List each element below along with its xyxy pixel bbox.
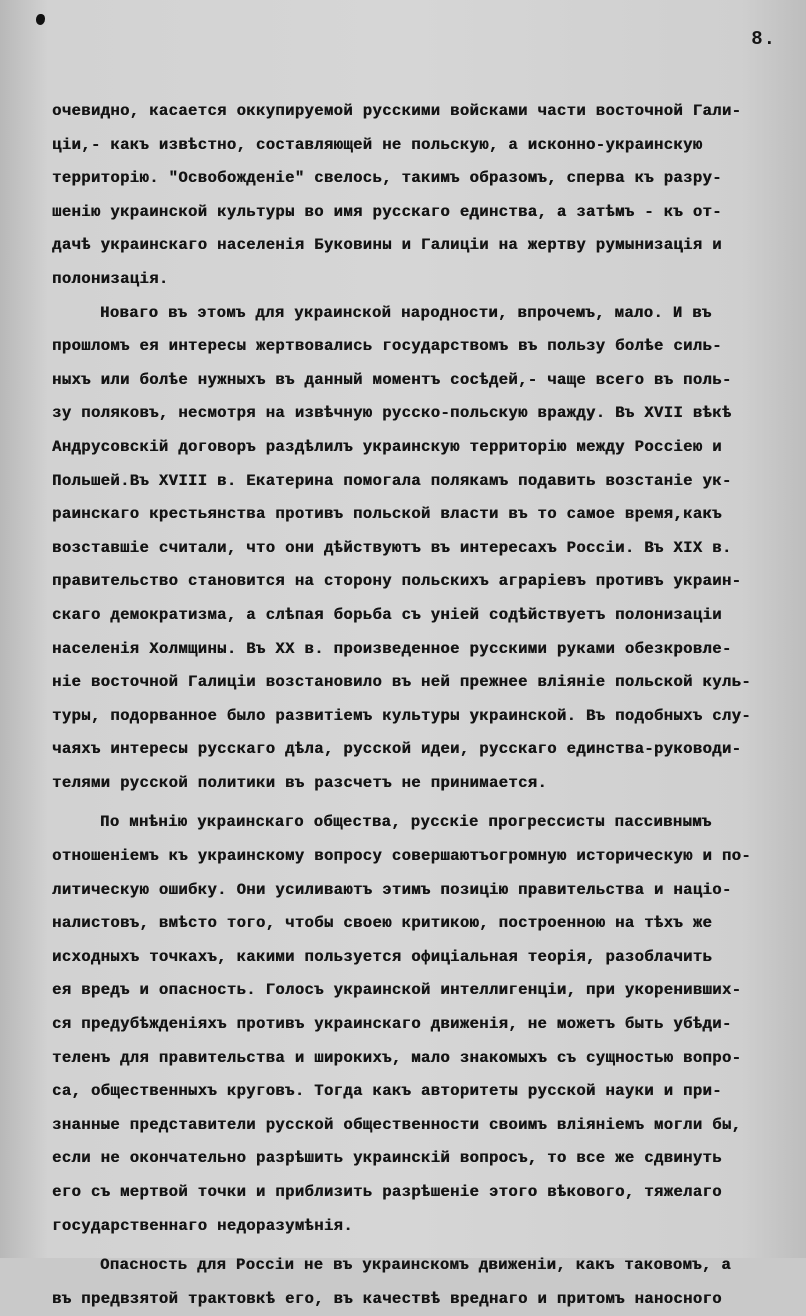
text-line: его съ мертвой точки и приблизить разрѣшеніе этого вѣкового, тяжелаго: [52, 1183, 722, 1201]
text-line: ціи,- какъ извѣстно, составляющей не польскую, а исконно-украинскую: [52, 135, 703, 154]
text-line: зу поляковъ, несмотря на извѣчную русско-польскую вражду. Въ XVII вѣкѣ: [52, 404, 732, 423]
paragraph: [52, 806, 792, 1243]
text-line: чаяхъ интересы русскаго дѣла, русской идеи, русскаго единства-руководи-: [52, 740, 742, 759]
paragraph: [52, 297, 792, 801]
text-line: дачѣ украинскаго населенія Буковины и Галиціи на жертву румынизація и: [52, 236, 722, 255]
text-line: шенію украинской культуры во имя русскаго единства, а затѣмъ - къ от-: [52, 202, 722, 221]
text-line: раинскаго крестьянства противъ польской власти въ то самое время,какъ: [52, 505, 722, 524]
text-line: Андрусовскій договоръ раздѣлилъ украинскую территорію между Россіею и: [52, 437, 722, 456]
text-line: са, общественныхъ круговъ. Тогда какъ авторитеты русской науки и при-: [52, 1082, 722, 1101]
text-line: налистовъ, вмѣсто того, чтобы своею критикою, построенною на тѣхъ же: [52, 914, 713, 933]
text-line: литическую ошибку. Они усиливаютъ этимъ позицію правительства и націо-: [52, 880, 732, 899]
text-line: Опасность для Россіи не въ украинскомъ движеніи, какъ таковомъ, а: [100, 1256, 732, 1275]
text-line: прошломъ ея интересы жертвовались государствомъ въ пользу болѣе силь-: [52, 337, 722, 356]
text-line: ся предубѣжденіяхъ противъ украинскаго движенія, не можетъ быть убѣди-: [52, 1015, 732, 1034]
text-line: ніе восточной Галиціи возстановило въ ней прежнее вліяніе польской куль-: [52, 673, 751, 692]
text-line: полонизація.: [52, 269, 169, 288]
ink-speck: [36, 14, 45, 25]
body-text: [52, 95, 792, 1316]
text-line: территорію. "Освобожденіе" свелось, такимъ образомъ, сперва къ разру-: [52, 169, 722, 188]
text-line: возставшіе считали, что они дѣйствуютъ въ интересахъ Россіи. Въ XIX в.: [52, 538, 732, 557]
paragraph: [52, 1249, 792, 1316]
text-line: ея вредъ и опасность. Голосъ украинской интеллигенціи, при укоренивших-: [52, 981, 742, 1000]
text-line: государственнаго недоразумѣнія.: [52, 1216, 353, 1235]
text-line: отношеніемъ къ украинскому вопросу совершаютъогромную историческую и по-: [52, 847, 751, 866]
text-line: туры, подорванное было развитіемъ культуры украинской. Въ подобныхъ слу-: [52, 706, 751, 725]
text-line: Польшей.Въ XVIII в. Екатерина помогала полякамъ подавить возстаніе ук-: [52, 471, 732, 490]
text-line: ныхъ или болѣе нужныхъ въ данный моментъ сосѣдей,- чаще всего въ поль-: [52, 370, 732, 389]
text-line: въ предвзятой трактовкѣ его, въ качествѣ вреднаго и притомъ наносного: [52, 1289, 722, 1308]
text-line: По мнѣнію украинскаго общества, русскіе прогрессисты пассивнымъ: [100, 813, 712, 832]
text-line: Новаго въ этомъ для украинской народности, впрочемъ, мало. И въ: [100, 303, 712, 322]
text-line: исходныхъ точкахъ, какими пользуется офиціальная теорія, разоблачить: [52, 947, 713, 966]
paragraph: [52, 95, 792, 297]
text-line: правительство становится на сторону польскихъ аграріевъ противъ украин-: [52, 572, 742, 591]
text-line: если не окончательно разрѣшить украинскій вопросъ, то все же сдвинуть: [52, 1149, 722, 1168]
text-line: телями русской политики въ разсчетъ не принимается.: [52, 773, 548, 792]
page-number: 8.: [751, 28, 776, 50]
text-line: теленъ для правительства и широкихъ, мало знакомыхъ съ сущностью вопро-: [52, 1048, 742, 1067]
text-line: знанные представители русской общественности своимъ вліяніемъ могли бы,: [52, 1115, 742, 1134]
text-line: очевидно, касается оккупируемой русскими войсками части восточной Гали-: [52, 102, 742, 120]
text-line: населенія Холмщины. Въ XX в. произведенное русскими руками обезкровле-: [52, 639, 732, 658]
text-line: скаго демократизма, а слѣпая борьба съ уніей содѣйствуетъ полонизаціи: [52, 605, 722, 624]
